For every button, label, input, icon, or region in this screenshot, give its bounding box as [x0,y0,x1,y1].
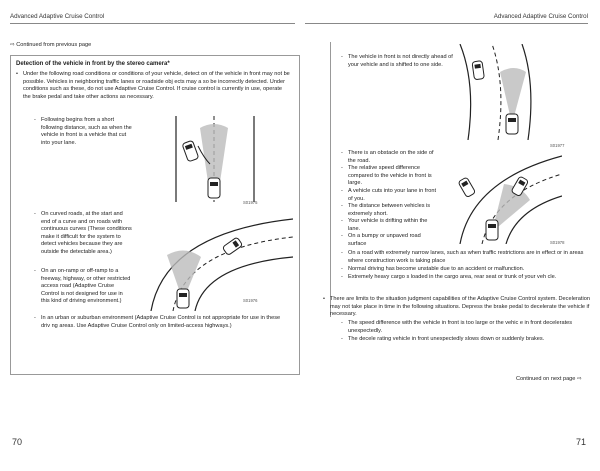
item-cuts-in: - A vehicle cuts into your lane in front of you. [348,188,440,203]
continued-from-label: ⇨ Continued from previous page [10,42,92,48]
left-page-number: 70 [12,437,23,447]
bullet-limits: • There are limits to the situation judgment capabilities of the Adaptive Cruise Control system. Deceleration may not take place in time in the following situations. Depress the brake pedal to decelerate the vehicle if necessary. [330,296,592,319]
fig-code-2: S01976 [243,298,258,303]
fig-code-4: S01978 [550,240,565,245]
item-speed-difference: - The speed difference with the vehicle in front is too large or the vehic e in front decelerates unexpectedly. [348,320,592,335]
right-running-header: Advanced Adaptive Cruise Control [493,13,588,20]
item-urban: - In an urban or suburban environment (Adaptive Cruise Control is not appropriate for use in these driv ng areas. Use Adaptive Cruise Control only on limited-access highways.) [41,315,289,330]
item-obstacle: - There is an obstacle on the side of the road. [348,150,440,165]
figure-obstacle [452,150,565,245]
bullet-conditions: • Under the following road conditions or conditions of your vehicle, detect on of the vehicle in front may not be possible. Vehicles in neighboring traffic lanes or roadside obj ects may a so be incorrectly detected. Under conditions such as these, do not use Adaptive Cruise Control. If cruise control is currently in use, operate the brake pedal and take other actions as necessary. [23,71,291,101]
box-title: Detection of the vehicle in front by the stereo camera* [16,61,170,67]
item-narrow-lanes: - On a road with extremely narrow lanes, such as when traffic restrictions are in effect or in areas where construction work is taking place [348,250,588,265]
item-relative-speed: - The relative speed difference compared to the vehicle in front is large. [348,165,440,188]
item-decelerating: - The decele rating vehicle in front unexpectedly slows down or suddenly brakes. [348,336,592,344]
item-distance-short: - The distance between vehicles is extremely short. [348,203,440,218]
item-unstable: - Normal driving has become unstable due to an accident or malfunction. [348,266,588,274]
figure-shifted [458,44,552,140]
box-continuation-line [330,42,331,317]
fig-code-3: S01977 [550,143,565,148]
right-page-number: 71 [576,437,587,447]
item-heavy-cargo: - Extremely heavy cargo s loaded in the cargo area, rear seat or trunk of your veh cle. [348,274,588,282]
fig-code-1: S01975 [243,200,258,205]
left-header-rule [10,23,295,24]
item-bumpy-road: - On a bumpy or unpaved road surface [348,233,440,248]
item-short-following: - Following begins from a short following distance, such as when the vehicle in front is a vehicle that cut into your lane. [41,117,133,147]
item-drifting: - Your vehicle is drifting within the lane. [348,218,440,233]
right-page [300,0,600,471]
right-header-rule [305,23,588,24]
figure-cut-in [170,116,260,202]
left-running-header: Advanced Adaptive Cruise Control [10,13,105,20]
item-on-ramp: - On an on-ramp or off-ramp to a freeway, highway, or other restricted access road (Adaptive Cruise Control is not designed for use in this kind of driving environment.) [41,268,133,306]
item-shifted: - The vehicle in front is not directly ahead of your vehicle and is shifted to one side. [348,54,456,69]
item-curved-roads: - On curved roads, at the start and end of a curve and on roads with continuous curves (These conditions make it difficult for the system to detect vehicles because they are outside the detectable area.) [41,211,133,257]
continued-next-label: Continued on next page ⇨ [516,376,582,382]
figure-curve [145,215,293,311]
